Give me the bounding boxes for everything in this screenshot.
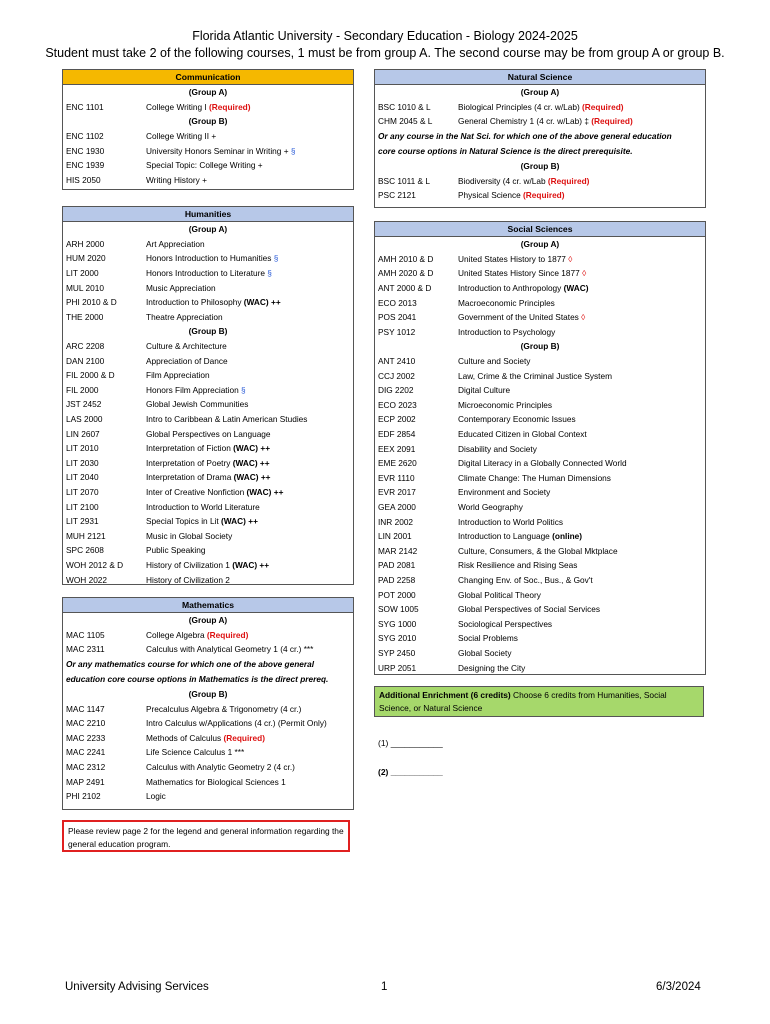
course-row [375, 471, 705, 486]
course-row [63, 280, 353, 295]
course-code: MAR 2142 [378, 545, 418, 556]
course-name: Honors Introduction to Humanities § [146, 253, 279, 264]
course-name: Calculus with Analytic Geometry 2 (4 cr.) [146, 762, 295, 773]
course-row [375, 500, 705, 515]
course-row [63, 441, 353, 456]
course-symbol: ◊ [581, 312, 586, 323]
course-name: Designing the City [458, 662, 526, 673]
course-name: College Algebra (Required) [146, 629, 249, 640]
course-name: Special Topic: College Writing + [146, 160, 263, 171]
course-code: SYP 2450 [378, 647, 416, 658]
course-symbol: + [257, 160, 263, 171]
course-row [63, 143, 353, 158]
course-row [375, 368, 705, 383]
group-b-label: (Group B) [188, 116, 228, 127]
course-name: United States History Since 1877 ◊ [458, 268, 587, 279]
course-row [63, 701, 353, 716]
course-name: Methods of Calculus (Required) [146, 732, 265, 743]
course-wac-tag: (WAC) ++ [246, 486, 284, 497]
footer-date: 6/3/2024 [656, 981, 701, 993]
enrichment-text: Choose 6 credits from Humanities, Social Science, or Natural Science [379, 690, 667, 713]
course-row [63, 470, 353, 485]
course-row [63, 558, 353, 573]
group-b-label: (Group B) [520, 341, 560, 352]
course-wac-tag: (WAC) ++ [221, 516, 258, 527]
course-name: Digital Literacy in a Globally Connected World [458, 458, 627, 469]
course-name: Global Society [458, 647, 512, 658]
course-row [63, 642, 353, 657]
course-code: CHM 2045 & L [378, 116, 433, 127]
mathematics-note-2: education core course options in Mathematics is the direct prereq. [66, 673, 329, 684]
course-row [63, 266, 353, 281]
course-symbol: + [202, 174, 207, 185]
course-code: MUH 2121 [66, 530, 106, 541]
required-tag: (Required) [591, 116, 633, 127]
course-row [375, 266, 705, 281]
course-row [63, 628, 353, 643]
course-row [63, 383, 353, 398]
course-code: WOH 2012 & D [66, 559, 124, 570]
course-name: Climate Change: The Human Dimensions [458, 472, 611, 483]
course-name: Interpretation of Fiction (WAC) ++ [146, 443, 271, 454]
course-name: United States History to 1877 ◊ [458, 253, 573, 264]
course-name: Sociological Perspectives [458, 618, 553, 629]
course-name: Physical Science (Required) [458, 190, 565, 201]
course-name: Introduction to Language (online) [458, 531, 583, 542]
legend-note: Please review page 2 for the legend and general information regarding the general education program. [62, 820, 350, 852]
course-code: PSC 2121 [378, 190, 416, 201]
course-code: MAC 2311 [66, 644, 105, 655]
course-code: MAC 2241 [66, 747, 106, 758]
course-code: MAC 2233 [66, 732, 106, 743]
course-row [63, 129, 353, 144]
course-name: Music Appreciation [146, 282, 216, 293]
course-row [375, 558, 705, 573]
course-code: ANT 2000 & D [378, 283, 432, 294]
course-name: Writing History + [146, 174, 207, 185]
course-name: Introduction to World Politics [458, 516, 563, 527]
course-row [375, 310, 705, 325]
course-code: ARH 2000 [66, 238, 105, 249]
course-name: Educated Citizen in Global Context [458, 429, 587, 440]
course-row [375, 295, 705, 310]
course-name: Intro to Caribbean & Latin American Studies [146, 414, 308, 425]
course-code: ENC 1930 [66, 145, 105, 156]
course-name: Social Problems [458, 633, 518, 644]
course-code: AMH 2010 & D [378, 253, 434, 264]
course-code: SYG 1000 [378, 618, 417, 629]
mathematics-box [62, 597, 354, 810]
course-name: Culture and Society [458, 356, 531, 367]
enrichment-blank-2[interactable]: (2) ___________ [378, 767, 443, 777]
course-symbol: + [211, 131, 217, 142]
course-code: LIT 2040 [66, 472, 99, 483]
course-row [63, 158, 353, 173]
course-code: WOH 2022 [66, 574, 108, 585]
required-tag: (Required) [206, 629, 249, 640]
course-code: INR 2002 [378, 516, 414, 527]
communication-header: Communication [63, 70, 353, 85]
course-code: MAC 1105 [66, 629, 105, 640]
course-row [375, 602, 705, 617]
course-row [63, 353, 353, 368]
course-code: BSC 1011 & L [378, 175, 430, 186]
course-name: Mathematics for Biological Sciences 1 [146, 776, 286, 787]
course-code: URP 2051 [378, 662, 417, 673]
course-code: FIL 2000 & D [66, 370, 115, 381]
course-name: Biological Principles (4 cr. w/Lab) (Required) [458, 101, 624, 112]
course-name: Honors Film Appreciation § [146, 384, 246, 395]
course-row [375, 354, 705, 369]
course-code: THE 2000 [66, 311, 104, 322]
course-row [63, 310, 353, 325]
course-code: CCJ 2002 [378, 370, 415, 381]
course-code: SOW 1005 [378, 604, 419, 615]
course-code: ECP 2002 [378, 414, 416, 425]
course-code: SPC 2608 [66, 545, 104, 556]
course-name: Risk Resilience and Rising Seas [458, 560, 578, 571]
group-a-label: (Group A) [520, 87, 560, 97]
course-name: Film Appreciation [146, 370, 210, 381]
course-name: Calculus with Analytical Geometry 1 (4 cr.) *** [146, 644, 314, 655]
course-row [375, 616, 705, 631]
course-code: LAS 2000 [66, 414, 103, 425]
course-wac-tag: (WAC) [563, 283, 589, 294]
course-code: MAC 2312 [66, 762, 106, 773]
course-symbol: § [241, 384, 246, 395]
page-subtitle: Student must take 2 of the following courses, 1 must be from group A. The second course may be from group A or group B. [45, 46, 725, 60]
course-code: LIT 2030 [66, 457, 99, 468]
course-code: ENC 1101 [66, 101, 104, 112]
course-name: History of Civilization 1 (WAC) ++ [146, 559, 270, 570]
course-code: EVR 1110 [378, 472, 415, 483]
required-tag: (Required) [223, 732, 265, 743]
group-b-label: (Group B) [188, 326, 228, 337]
course-code: EEX 2091 [378, 443, 416, 454]
mathematics-header: Mathematics [63, 598, 353, 613]
course-wac-tag: (WAC) ++ [233, 472, 271, 483]
course-name: Inter of Creative Nonfiction (WAC) ++ [146, 486, 284, 497]
course-row [63, 731, 353, 746]
course-name: College Writing II + [146, 131, 217, 142]
course-name: Global Jewish Communities [146, 399, 249, 410]
course-row [63, 456, 353, 471]
course-name: Art Appreciation [146, 238, 205, 249]
course-code: DAN 2100 [66, 355, 105, 366]
course-name: Public Speaking [146, 545, 206, 556]
course-code: ARC 2208 [66, 341, 105, 352]
course-code: PHI 2010 & D [66, 297, 117, 308]
course-name: History of Civilization 2 [146, 574, 230, 585]
course-code: HIS 2050 [66, 174, 101, 185]
course-row [63, 716, 353, 731]
course-name: Special Topics in Lit (WAC) ++ [146, 516, 258, 527]
communication-box [62, 69, 354, 190]
enrichment-label: Additional Enrichment (6 credits) [379, 690, 511, 700]
course-row [375, 543, 705, 558]
course-code: HUM 2020 [66, 253, 106, 264]
course-name: Introduction to Philosophy (WAC) ++ [146, 297, 281, 308]
course-code: LIN 2001 [378, 531, 412, 542]
social-sciences-header: Social Sciences [375, 222, 705, 237]
course-name: Culture, Consumers, & the Global Mktplace [458, 545, 618, 556]
course-code: MAC 2210 [66, 718, 106, 729]
course-name: Interpretation of Poetry (WAC) ++ [146, 457, 270, 468]
group-a-label: (Group A) [520, 239, 560, 249]
course-name: Intro Calculus w/Applications (4 cr.) (Permit Only) [146, 718, 327, 729]
course-name: Culture & Architecture [146, 341, 227, 352]
natural-science-header: Natural Science [375, 70, 705, 85]
course-code: GEA 2000 [378, 501, 416, 512]
course-row [63, 237, 353, 252]
course-row [375, 587, 705, 602]
course-code: LIT 2931 [66, 516, 99, 527]
course-row [375, 281, 705, 296]
course-name: Music in Global Society [146, 530, 233, 541]
course-row [63, 789, 353, 804]
course-code: EVR 2017 [378, 487, 416, 498]
course-code: MAP 2491 [66, 776, 105, 787]
required-tag: (Required) [582, 101, 624, 112]
course-row [375, 398, 705, 413]
course-code: EDF 2854 [378, 429, 416, 440]
course-row [63, 295, 353, 310]
course-name: Environment and Society [458, 487, 551, 498]
course-symbol: ◊ [568, 253, 573, 264]
course-row [63, 100, 353, 115]
course-wac-tag: (WAC) ++ [232, 559, 270, 570]
course-code: PSY 1012 [378, 326, 416, 337]
course-name: Biodiversity (4 cr. w/Lab (Required) [458, 175, 590, 186]
course-code: MAC 1147 [66, 703, 105, 714]
course-code: POS 2041 [378, 312, 417, 323]
course-name: Introduction to Psychology [458, 326, 556, 337]
course-name: Microeconomic Principles [458, 399, 553, 410]
course-name: Disability and Society [458, 443, 537, 454]
course-row [63, 173, 353, 188]
course-name: University Honors Seminar in Writing + § [146, 145, 296, 156]
course-code: FIL 2000 [66, 384, 99, 395]
course-row [63, 528, 353, 543]
course-row [63, 760, 353, 775]
course-name: Honors Introduction to Literature § [146, 268, 272, 279]
course-name: Contemporary Economic Issues [458, 414, 576, 425]
required-tag: (Required) [209, 101, 251, 112]
course-name: Changing Env. of Soc., Bus., & Gov't [458, 574, 593, 585]
natural-science-note-1: Or any course in the Nat Sci. for which one of the above general education [378, 130, 672, 141]
course-row [375, 427, 705, 442]
course-row [375, 485, 705, 500]
course-code: EME 2620 [378, 458, 417, 469]
course-symbol: § [267, 268, 272, 279]
course-name: Global Political Theory [458, 589, 541, 600]
course-name: Appreciation of Dance [146, 355, 228, 366]
course-wac-tag: (WAC) ++ [243, 297, 281, 308]
course-code: PHI 2102 [66, 791, 101, 802]
course-code: PAD 2258 [378, 574, 416, 585]
course-row [375, 631, 705, 646]
course-row [63, 774, 353, 789]
course-name: General Chemistry 1 (4 cr. w/Lab) ‡ (Required) [458, 116, 633, 127]
course-code: LIT 2100 [66, 501, 99, 512]
course-name: Introduction to World Literature [146, 501, 260, 512]
course-code: AMH 2020 & D [378, 268, 434, 279]
mathematics-note-1: Or any mathematics course for which one of the above general [66, 658, 315, 669]
natural-science-note-2: core course options in Natural Science is the direct prerequisite. [378, 145, 633, 156]
course-name: World Geography [458, 501, 523, 512]
course-code: DIG 2202 [378, 385, 414, 396]
course-name: Macroeconomic Principles [458, 297, 555, 308]
footer-left: University Advising Services [65, 981, 209, 993]
course-row [375, 412, 705, 427]
course-row [63, 426, 353, 441]
course-row [375, 100, 705, 115]
course-code: MUL 2010 [66, 282, 104, 293]
course-row [375, 646, 705, 661]
course-code: BSC 1010 & L [378, 101, 431, 112]
course-code: ECO 2013 [378, 297, 417, 308]
course-name: Life Science Calculus 1 *** [146, 747, 245, 758]
course-code: JST 2452 [66, 399, 102, 410]
course-row [63, 368, 353, 383]
enrichment-blank-1[interactable]: (1) ___________ [378, 738, 443, 748]
course-code: ENC 1939 [66, 160, 105, 171]
course-row [375, 529, 705, 544]
course-row [63, 499, 353, 514]
humanities-box [62, 206, 354, 585]
course-row [375, 252, 705, 267]
course-symbol: ◊ [582, 268, 587, 279]
course-name: Digital Culture [458, 385, 511, 396]
course-wac-tag: (WAC) ++ [233, 443, 271, 454]
course-row [63, 339, 353, 354]
course-row [375, 188, 705, 203]
course-row [375, 514, 705, 529]
course-row [63, 485, 353, 500]
required-tag: (Required) [547, 175, 590, 186]
course-name: Theatre Appreciation [146, 311, 223, 322]
course-row [375, 660, 705, 675]
course-row [375, 173, 705, 188]
course-code: LIT 2000 [66, 268, 99, 279]
course-row [63, 251, 353, 266]
group-b-label: (Group B) [520, 160, 560, 171]
course-code: ANT 2410 [378, 356, 416, 367]
course-row [375, 456, 705, 471]
course-wac-tag: (WAC) ++ [232, 457, 270, 468]
course-row [375, 441, 705, 456]
course-symbol: § [290, 145, 296, 156]
course-name: Law, Crime & the Criminal Justice System [458, 370, 612, 381]
group-b-label: (Group B) [188, 688, 228, 699]
course-code: ECO 2023 [378, 399, 417, 410]
course-row [63, 412, 353, 427]
course-row [63, 397, 353, 412]
course-name: Introduction to Anthropology (WAC) [458, 283, 589, 294]
social-sciences-box [374, 221, 706, 675]
page-title: Florida Atlantic University - Secondary Education - Biology 2024-2025 [192, 29, 578, 43]
required-tag: (Required) [523, 190, 565, 201]
course-code: POT 2000 [378, 589, 416, 600]
course-row [63, 572, 353, 587]
course-name: Precalculus Algebra & Trigonometry (4 cr.) [146, 703, 302, 714]
group-a-label: (Group A) [188, 615, 228, 625]
course-row [375, 325, 705, 340]
humanities-header: Humanities [63, 207, 353, 222]
course-code: LIN 2607 [66, 428, 100, 439]
course-wac-tag: (online) [552, 531, 583, 542]
course-name: Global Perspectives on Language [146, 428, 271, 439]
course-name: College Writing I (Required) [146, 101, 251, 112]
course-code: ENC 1102 [66, 131, 104, 142]
group-a-label: (Group A) [188, 87, 228, 97]
footer-page-number: 1 [381, 981, 388, 993]
natural-science-box [374, 69, 706, 208]
course-name: Global Perspectives of Social Services [458, 604, 601, 615]
course-row [63, 514, 353, 529]
course-name: Logic [146, 791, 166, 802]
course-row [375, 114, 705, 129]
course-row [375, 573, 705, 588]
course-name: Interpretation of Drama (WAC) ++ [146, 472, 271, 483]
course-code: LIT 2070 [66, 486, 99, 497]
course-row [63, 745, 353, 760]
course-code: LIT 2010 [66, 443, 99, 454]
course-symbol: § [273, 253, 279, 264]
course-code: SYG 2010 [378, 633, 417, 644]
course-code: PAD 2081 [378, 560, 416, 571]
course-name: Government of the United States ◊ [458, 312, 586, 323]
additional-enrichment-box [374, 686, 704, 717]
course-row [375, 383, 705, 398]
group-a-label: (Group A) [188, 224, 228, 234]
course-row [63, 543, 353, 558]
